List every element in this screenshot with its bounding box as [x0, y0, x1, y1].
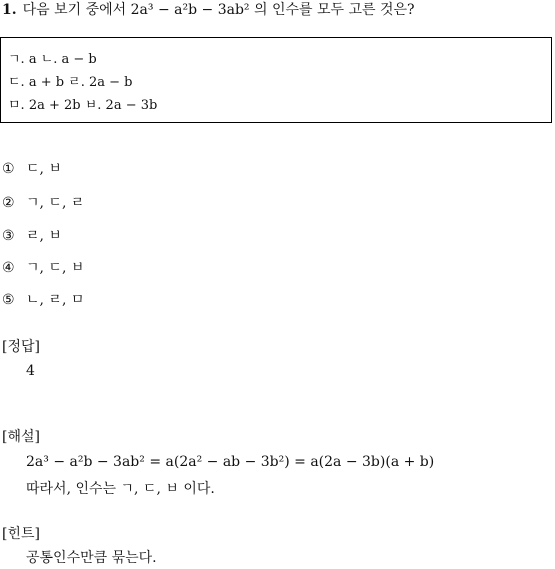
choice-5-marker: ⑤ [2, 292, 15, 308]
question-number: 1. [2, 2, 17, 18]
choice-5[interactable] [2, 290, 84, 310]
choice-3-text: ㄹ, ㅂ [26, 228, 62, 244]
choice-2-text: ㄱ, ㄷ, ㄹ [26, 195, 85, 211]
choice-4-text: ㄱ, ㄷ, ㅂ [26, 260, 85, 276]
options-row-1: ㄱ. a ㄴ. a − b [8, 52, 97, 67]
hint-label: [힌트] [2, 526, 40, 542]
answer-value: 4 [26, 363, 35, 379]
explanation-line-1: 2a³ − a²b − 3ab² = a(2a² − ab − 3b²) = a(2a − 3b)(a + b) [26, 454, 435, 470]
choice-1-marker: ① [2, 161, 15, 177]
options-row-3: ㅁ. 2a + 2b ㅂ. 2a − 3b [8, 98, 158, 113]
choice-4[interactable] [2, 258, 84, 278]
choice-1-text: ㄷ, ㅂ [26, 161, 62, 177]
answer-label: [정답] [2, 339, 40, 355]
choice-1[interactable] [2, 159, 62, 179]
options-row-2: ㄷ. a + b ㄹ. 2a − b [8, 75, 133, 90]
choice-2-marker: ② [2, 195, 15, 211]
options-box [0, 37, 552, 123]
choice-3[interactable] [2, 226, 62, 246]
choice-3-marker: ③ [2, 228, 15, 244]
choice-2[interactable] [2, 193, 84, 213]
choice-4-marker: ④ [2, 260, 15, 276]
question-title [2, 0, 415, 20]
choice-5-text: ㄴ, ㄹ, ㅁ [26, 292, 85, 308]
explanation-line-2: 따라서, 인수는 ㄱ, ㄷ, ㅂ 이다. [26, 481, 215, 497]
question-text: 다음 보기 중에서 2a³ − a²b − 3ab² 의 인수를 모두 고른 것은? [22, 2, 415, 18]
hint-text: 공통인수만큼 묶는다. [26, 550, 157, 566]
explanation-label: [해설] [2, 429, 40, 445]
